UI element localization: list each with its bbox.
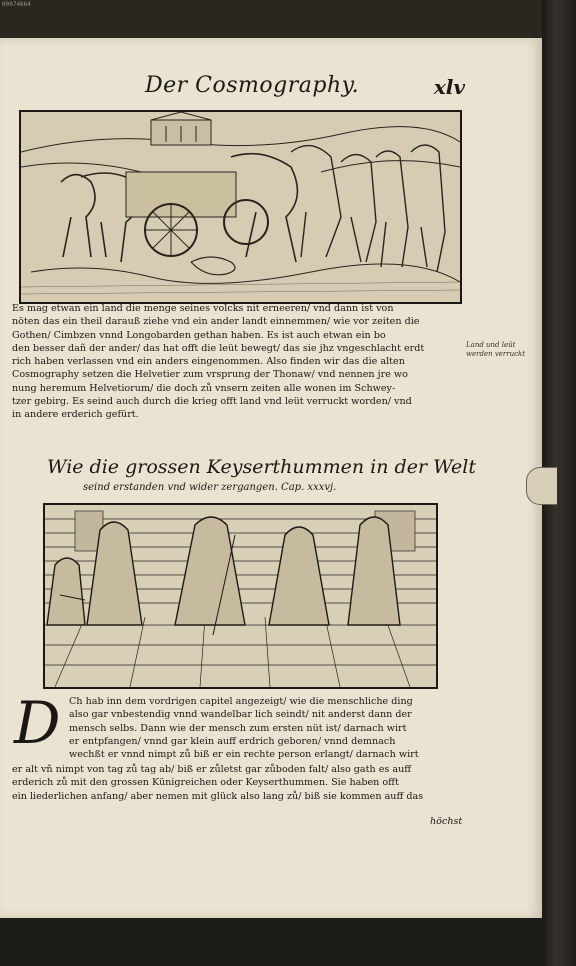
text-line: Ch hab inn dem vordrigen capitel angezeigt/ wie die menschliche ding: [69, 696, 413, 707]
text-line: ein liederlichen anfang/ aber nemen mit glück also lang zů/ biß sie kommen auff das: [12, 790, 424, 802]
text-line: erderich zů mit den grossen Künigreichen oder Keyserthummen. Sie haben offt: [12, 777, 399, 789]
drop-cap-initial: D: [14, 689, 61, 757]
margin-note-line: Land und leüt: [466, 341, 516, 349]
paragraph-full-width: [12, 763, 423, 803]
text-line: er alt vñ nimpt von tag zů tag ab/ biß er zůletst gar zůboden falt/ also gath es auff: [12, 764, 412, 775]
text-line: nöten das ein theil darauß ziehe vnd ein ander landt einnemmen/ wie vor zeiten die: [12, 316, 420, 328]
woodcut-migration-illustration: [19, 110, 462, 304]
paragraph-migration: [12, 302, 424, 422]
paragraph-indented: [69, 695, 419, 761]
woodcut-emperors-illustration: [43, 503, 438, 689]
text-line: den besser dañ der ander/ das hat offt die leüt bewegt/ das sie jhz vngeschlacht erdt: [12, 342, 425, 354]
scan-id-label: 00074664: [2, 1, 31, 8]
text-line: tzer gebirg. Es seind auch durch die krieg offt land vnd leüt verruckt worden/ vnd: [12, 396, 412, 408]
text-line: in andere erderich gefürt.: [12, 409, 139, 421]
running-title: Der Cosmography.: [145, 73, 360, 98]
chapter-heading: Wie die grossen Keyserthummen in der Welt: [47, 456, 477, 478]
text-line: mensch selbs. Dann wie der mensch zum ersten nüt ist/ darnach wirt: [69, 722, 407, 734]
text-line: Cosmography setzen die Helvetier zum vrsprung der Thonaw/ vnd nennen jre wo: [12, 369, 408, 381]
text-line: nung heremum Helvetiorum/ die doch zů vnsern zeiten alle wonen im Schwey-: [12, 382, 396, 394]
marginal-note: [466, 341, 525, 359]
text-line: Es mag etwan ein land die menge seines volcks nit erneeren/ vnd dann ist von: [12, 303, 394, 314]
text-line: Gothen/ Cimbzen vnnd Longobarden gethan haben. Es ist auch etwan ein bo: [12, 329, 386, 341]
text-line: er entpfangen/ vnnd gar klein auff erdrich geboren/ vnnd demnach: [69, 735, 396, 747]
margin-note-line: werden verruckt: [466, 350, 526, 358]
text-line: rich haben verlassen vnd ein anders eingenommen. Also finden wir das die alten: [12, 356, 405, 368]
chapter-subheading: seind erstanden vnd wider zergangen. Cap. xxxvj.: [83, 482, 337, 493]
text-line: wechßt er vnnd nimpt zů biß er ein rechte person erlangt/ darnach wirt: [69, 749, 419, 761]
catchword: höchst: [430, 816, 463, 827]
page-header: [145, 73, 465, 103]
folio-number: xlv: [433, 75, 465, 99]
text-line: also gar vnbestendig vnnd wandelbar lich seindt/ nit anderst dann der: [69, 709, 412, 721]
page-tab-marker: [526, 467, 557, 505]
scanner-bed-edge: [0, 918, 542, 966]
